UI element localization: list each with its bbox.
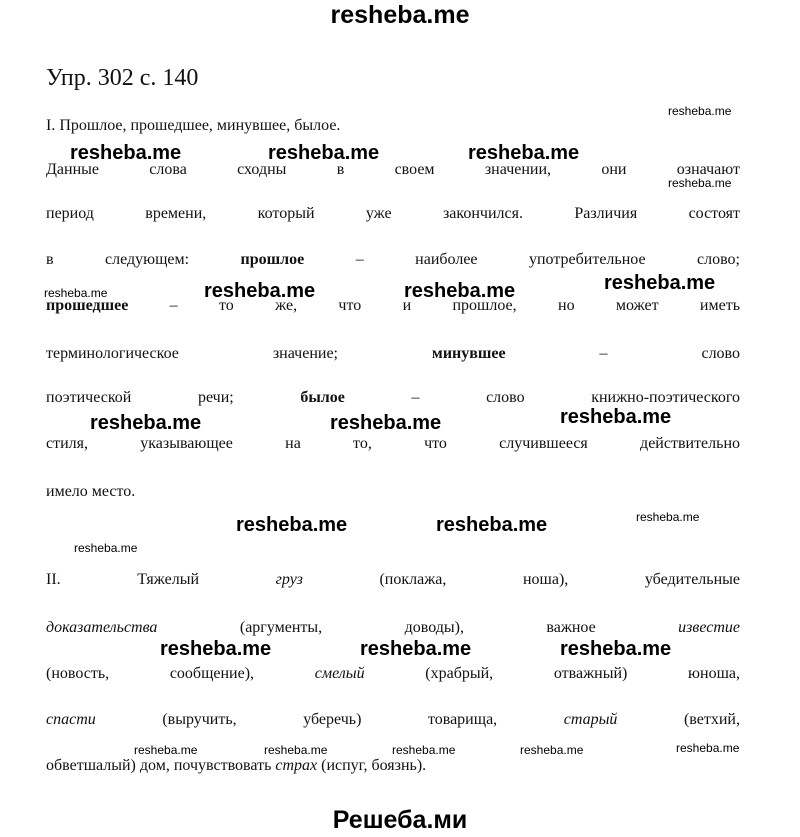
exercise-title: Упр. 302 с. 140 [46,65,199,91]
term-minuvshee: минувшее [431,345,506,362]
watermark: resheba.me [44,286,108,300]
term-proshedshee: прошедшее [46,297,129,314]
term-biloe: былое [300,389,345,406]
part2-line-3: (новость, сообщение), смелый (храбрый, отважный) юноша, [46,665,740,682]
watermark: resheba.me [134,743,198,757]
watermark: resheba.me [360,638,472,660]
word-dokazatelstva: доказательства [46,619,158,636]
watermark: resheba.me [560,638,672,660]
term-proshloe: прошлое [240,251,305,268]
watermark: resheba.me [468,142,580,164]
watermark: resheba.me [264,743,328,757]
watermark: resheba.me [236,514,348,536]
watermark: resheba.me [392,743,456,757]
part1-line-8: стиля, указывающее на то, что случившееся действительно [46,435,740,452]
word-smely: смелый [314,665,365,682]
watermark: resheba.me [268,142,380,164]
word-strah: страх [275,757,318,774]
watermark: resheba.me [404,280,516,302]
watermark: resheba.me [668,104,732,118]
watermark: resheba.me [668,176,732,190]
word-stary: старый [563,711,618,728]
part1-line-4: в следующем: прошлое – наиболее употребительное слово; [46,251,740,268]
part1-line-2: Данные слова сходны в своем значении, они означают [46,161,740,178]
word-spasti: спасти [46,711,96,728]
watermark: resheba.me [636,510,700,524]
watermark: resheba.me [70,142,182,164]
word-izvestie: известие [678,619,740,636]
part1-line-9: имело место. [46,483,136,500]
watermark: resheba.me [74,541,138,555]
part2-line-2: доказательства (аргументы, доводы), важное известие [46,619,740,636]
part1-line-6: терминологическое значение; минувшее – слово [46,345,740,362]
part2-line-1: II. Тяжелый груз (поклажа, ноша), убедительные [46,571,740,588]
watermark: resheba.me [520,743,584,757]
watermark: resheba.me [160,638,272,660]
site-footer: Решеба.ми [332,806,468,834]
site-header: resheba.me [330,1,470,29]
part2-line-4: спасти (выручить, уберечь) товарища, старый (ветхий, [46,711,740,728]
word-gruz: груз [275,571,303,588]
watermark: resheba.me [436,514,548,536]
part1-line-1: I. Прошлое, прошедшее, минувшее, былое. [46,117,341,134]
watermark: resheba.me [330,412,442,434]
watermark: resheba.me [560,406,672,428]
watermark: resheba.me [90,412,202,434]
part1-line-7: поэтической речи; былое – слово книжно-поэтического [46,389,741,406]
part1-line-5: прошедшее – то же, что и прошлое, но может иметь [46,297,740,314]
part2-line-5: обветшалый) дом, почувствовать страх (испуг, боязнь). [46,757,427,774]
part1-line-3: период времени, который уже закончился. Различия состоят [46,205,740,222]
watermark: resheba.me [604,272,716,294]
watermark: resheba.me [204,280,316,302]
watermark: resheba.me [676,741,740,755]
